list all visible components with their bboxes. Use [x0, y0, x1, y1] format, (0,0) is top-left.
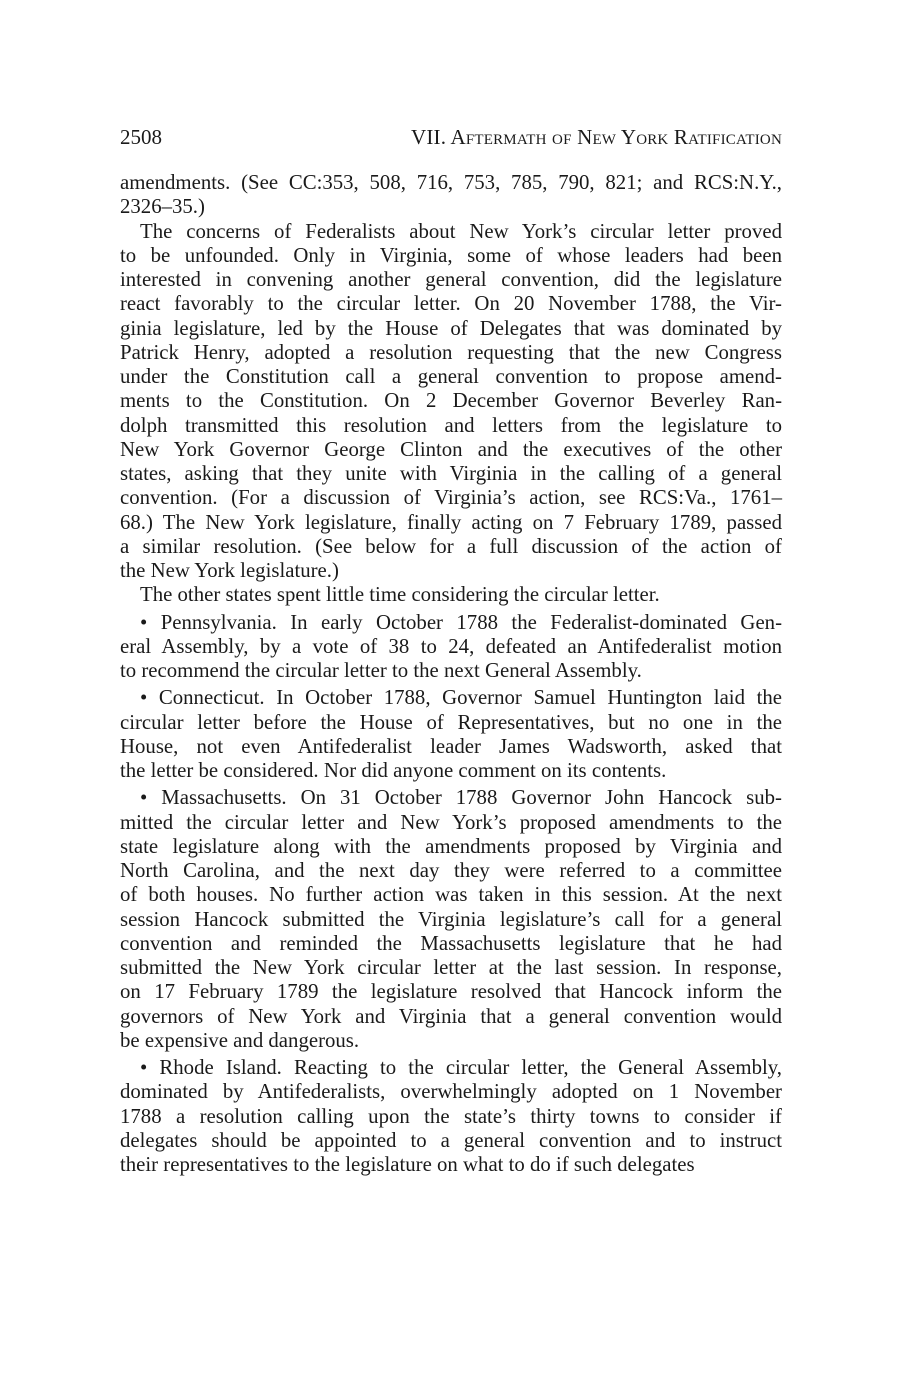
text-line: the New York legislature.) — [120, 559, 339, 582]
text-line: on 17 February 1789 the legislature resolved that Hancock inform the — [120, 980, 782, 1004]
text-line: of both houses. No further action was taken in this session. At the next — [120, 883, 782, 907]
text-line: House, not even Antifederalist leader James Wadsworth, asked that — [120, 734, 782, 758]
text-line: state legislature along with the amendments proposed by Virginia and — [120, 834, 782, 858]
text-line: convention. (For a discussion of Virginia’s action, see RCS:Va., 1761– — [120, 486, 782, 510]
page-number: 2508 — [120, 125, 162, 149]
running-head — [120, 122, 782, 152]
text-line: ments to the Constitution. On 2 December Governor Beverley Ran- — [120, 389, 782, 413]
text-line: session Hancock submitted the Virginia legislature’s call for a general — [120, 907, 782, 931]
text-line: circular letter before the House of Representatives, but no one in the — [120, 710, 782, 734]
text-line: states, asking that they unite with Virginia in the calling of a general — [120, 462, 782, 485]
text-line: to recommend the circular letter to the next General Assembly. — [120, 659, 642, 682]
text-line: submitted the New York circular letter at the last session. In response, — [120, 956, 782, 979]
text-line: New York Governor George Clinton and the executives of the other — [120, 437, 782, 461]
text-line: 2326–35.) — [120, 195, 205, 219]
text-line: convention and reminded the Massachusetts legislature that he had — [120, 931, 782, 955]
body-text — [120, 171, 782, 1177]
text-line: Patrick Henry, adopted a resolution requesting that the new Congress — [120, 340, 782, 364]
text-line: North Carolina, and the next day they were referred to a committee — [120, 859, 782, 882]
paragraph — [120, 611, 782, 684]
paragraph — [120, 1056, 782, 1177]
paragraph — [120, 786, 782, 1053]
paragraph — [120, 220, 782, 584]
paragraph — [120, 171, 782, 220]
text-line: • Pennsylvania. In early October 1788 the Federalist-dominated Gen- — [140, 610, 782, 634]
text-line: amendments. (See CC:353, 508, 716, 753, 785, 790, 821; and RCS:N.Y., — [120, 171, 782, 194]
text-line: interested in convening another general convention, did the legislature — [120, 268, 782, 291]
text-line: be expensive and dangerous. — [120, 1028, 360, 1052]
text-line: • Connecticut. In October 1788, Governor Samuel Huntington laid the — [140, 686, 782, 710]
text-line: eral Assembly, by a vote of 38 to 24, defeated an Antifederalist motion — [120, 634, 782, 658]
text-line: a similar resolution. (See below for a full discussion of the action of — [120, 534, 782, 558]
text-line: delegates should be appointed to a general convention and to instruct — [120, 1128, 782, 1152]
text-line: The concerns of Federalists about New York’s circular letter proved — [140, 219, 782, 243]
running-head-title: VII. Aftermath of New York Ratification — [410, 125, 782, 149]
text-line: the letter be considered. Nor did anyone comment on its contents. — [120, 759, 667, 782]
text-line: dominated by Antifederalists, overwhelmingly adopted on 1 November — [120, 1080, 782, 1104]
text-line: 1788 a resolution calling upon the state’s thirty towns to consider if — [120, 1104, 782, 1128]
text-line: • Rhode Island. Reacting to the circular letter, the General Assembly, — [140, 1056, 782, 1079]
text-line: The other states spent little time considering the circular letter. — [140, 583, 660, 607]
text-line: mitted the circular letter and New York’s proposed amendments to the — [120, 810, 782, 834]
text-line: governors of New York and Virginia that a general convention would — [120, 1004, 782, 1028]
text-line: 68.) The New York legislature, finally acting on 7 February 1789, passed — [120, 510, 782, 534]
text-line: under the Constitution call a general convention to propose amend- — [120, 365, 782, 388]
text-line: their representatives to the legislature on what to do if such delegates — [120, 1153, 695, 1176]
text-line: • Massachusetts. On 31 October 1788 Governor John Hancock sub- — [140, 786, 782, 810]
text-line: ginia legislature, led by the House of Delegates that was dominated by — [120, 316, 782, 340]
text-line: to be unfounded. Only in Virginia, some of whose leaders had been — [120, 243, 782, 267]
text-line: dolph transmitted this resolution and letters from the legislature to — [120, 413, 782, 437]
text-line: react favorably to the circular letter. On 20 November 1788, the Vir- — [120, 292, 782, 316]
paragraph — [120, 686, 782, 783]
paragraph — [120, 583, 782, 607]
